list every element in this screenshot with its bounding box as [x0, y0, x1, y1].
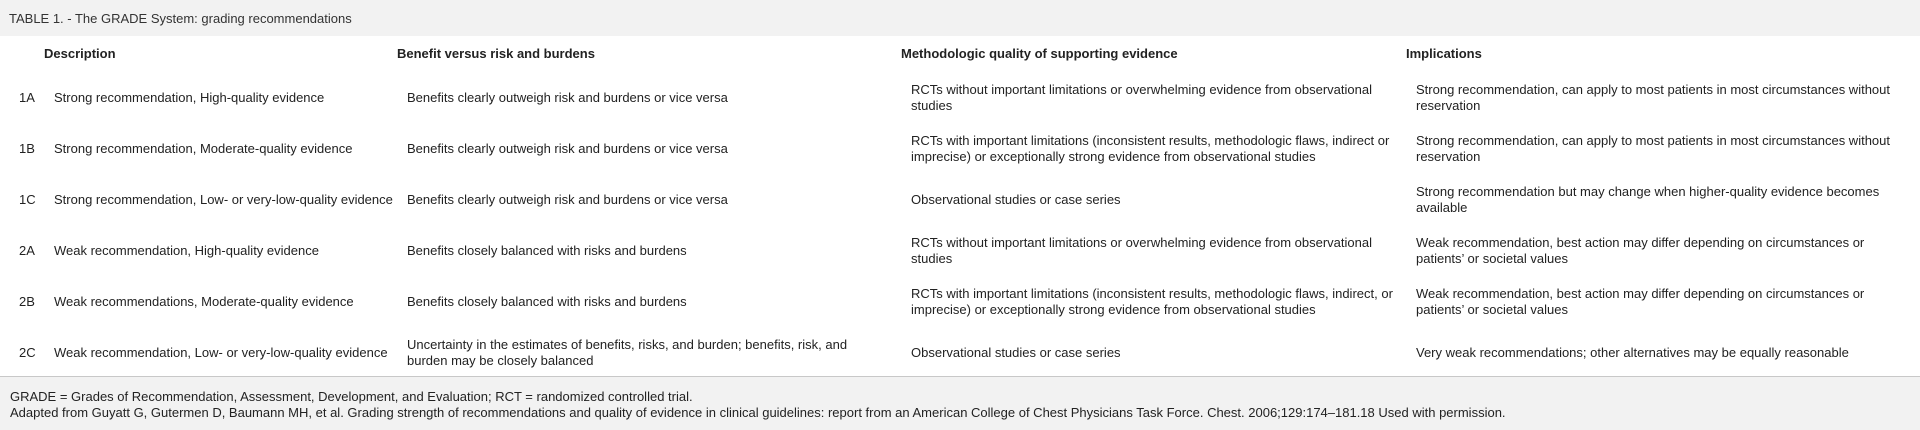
table-row: [0, 327, 1920, 378]
header-implications: Implications: [1406, 46, 1482, 61]
cell-implications: Strong recommendation, can apply to most patients in most circumstances without reservation: [1416, 132, 1890, 164]
cell-grade: 2C: [19, 344, 36, 360]
cell-grade: 1A: [19, 89, 35, 105]
table-row: [0, 72, 1920, 123]
cell-implications: Weak recommendation, best action may differ depending on circumstances or patients’ or societal values: [1416, 285, 1865, 317]
cell-grade: 2A: [19, 242, 35, 258]
grade-table: [0, 36, 1920, 378]
cell-implications: Very weak recommendations; other alternatives may be equally reasonable: [1416, 344, 1849, 360]
table-header-row: [0, 36, 1920, 72]
header-methodologic-quality: Methodologic quality of supporting evidence: [901, 46, 1178, 61]
cell-benefit: Benefits clearly outweigh risk and burdens or vice versa: [407, 191, 728, 207]
table-row: [0, 276, 1920, 327]
cell-methodologic-quality: Observational studies or case series: [911, 191, 1121, 207]
cell-grade: 1C: [19, 191, 36, 207]
cell-grade: 1B: [19, 140, 35, 156]
table-row: [0, 174, 1920, 225]
cell-benefit: Benefits closely balanced with risks and burdens: [407, 293, 687, 309]
footnote-abbreviations: GRADE = Grades of Recommendation, Assessment, Development, and Evaluation; RCT = randomized controlled trial.: [10, 389, 693, 404]
cell-description: Weak recommendation, Low- or very-low-quality evidence: [54, 344, 388, 360]
cell-methodologic-quality: RCTs without important limitations or overwhelming evidence from observational studies: [911, 234, 1372, 266]
cell-description: Strong recommendation, High-quality evidence: [54, 89, 325, 105]
cell-benefit: Benefits closely balanced with risks and burdens: [407, 242, 687, 258]
footnote-source: Adapted from Guyatt G, Gutermen D, Baumann MH, et al. Grading strength of recommendations and quality of evidence in clinical guidelines: report from an American College of Chest Physicians Task Force. Chest. 2006;129:174–181.18 Used with permission.: [10, 405, 1506, 420]
cell-benefit: Benefits clearly outweigh risk and burdens or vice versa: [407, 140, 728, 156]
table-row: [0, 225, 1920, 276]
table-row: [0, 123, 1920, 174]
header-benefit: Benefit versus risk and burdens: [397, 46, 595, 61]
cell-methodologic-quality: RCTs with important limitations (inconsistent results, methodologic flaws, indirect or imprecise) or exceptionally strong evidence from observational studies: [911, 132, 1390, 164]
table-footer: [0, 376, 1920, 430]
cell-benefit: Uncertainty in the estimates of benefits, risks, and burden; benefits, risk, and burden may be closely balanced: [407, 336, 848, 368]
cell-benefit: Benefits clearly outweigh risk and burdens or vice versa: [407, 89, 728, 105]
cell-methodologic-quality: Observational studies or case series: [911, 344, 1121, 360]
header-description: Description: [44, 46, 116, 61]
cell-description: Strong recommendation, Moderate-quality evidence: [54, 140, 353, 156]
cell-implications: Weak recommendation, best action may differ depending on circumstances or patients’ or societal values: [1416, 234, 1865, 266]
cell-methodologic-quality: RCTs with important limitations (inconsistent results, methodologic flaws, indirect, or imprecise) or exceptionally strong evidence from observational studies: [911, 285, 1393, 317]
cell-description: Strong recommendation, Low- or very-low-quality evidence: [54, 191, 393, 207]
cell-methodologic-quality: RCTs without important limitations or overwhelming evidence from observational studies: [911, 81, 1372, 113]
caption-bar: [0, 0, 1920, 36]
cell-grade: 2B: [19, 293, 35, 309]
cell-implications: Strong recommendation but may change when higher-quality evidence becomes available: [1416, 183, 1880, 215]
cell-description: Weak recommendation, High-quality evidence: [54, 242, 319, 258]
cell-description: Weak recommendations, Moderate-quality evidence: [54, 293, 354, 309]
table-caption: TABLE 1. - The GRADE System: grading recommendations: [9, 11, 352, 26]
cell-implications: Strong recommendation, can apply to most patients in most circumstances without reservation: [1416, 81, 1890, 113]
